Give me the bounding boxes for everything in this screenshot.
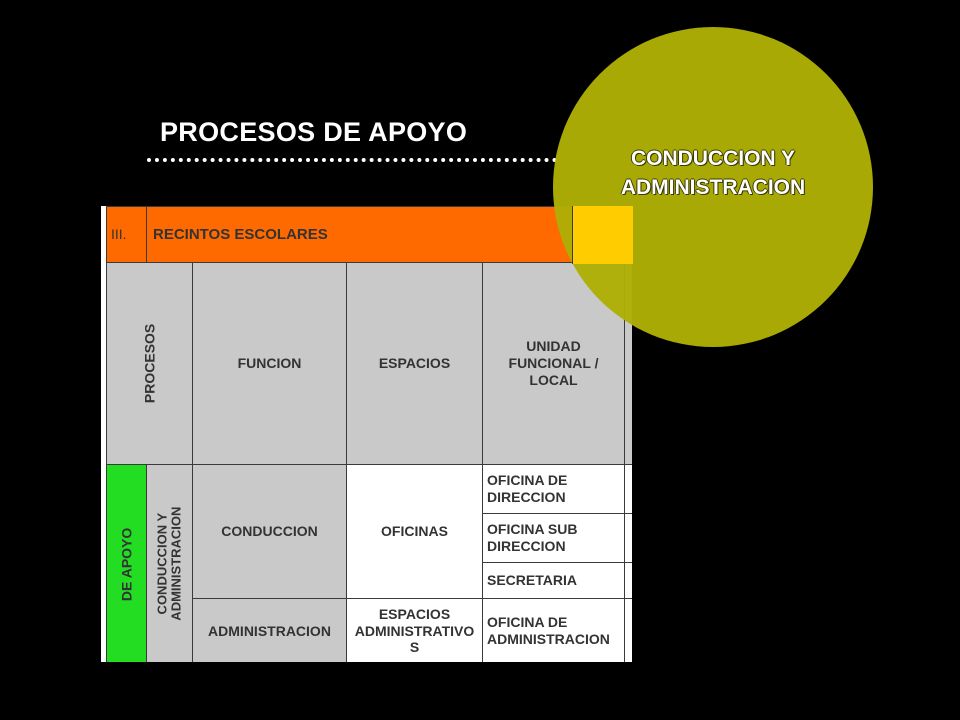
unit-secretaria: SECRETARIA (482, 562, 625, 599)
subgroup-conduccion-administracion (146, 464, 193, 662)
slide-title: PROCESOS DE APOYO (160, 117, 468, 147)
header-procesos-label: PROCESOS (141, 323, 158, 404)
unit-oficina-sub-direccion: OFICINA SUB DIRECCION (482, 513, 625, 563)
group-de-apoyo-label: DE APOYO (118, 527, 135, 601)
header-procesos (106, 262, 193, 465)
espacios-administrativos: ESPACIOS ADMINISTRATIVO S (346, 598, 483, 662)
subgroup-label: CONDUCCION Y ADMINISTRACION (154, 506, 184, 622)
extra-cell (624, 464, 632, 514)
dotted-divider (147, 158, 557, 162)
section-title: RECINTOS ESCOLARES (146, 206, 632, 263)
extra-cell (624, 598, 632, 662)
group-de-apoyo (106, 464, 147, 662)
unit-oficina-administracion: OFICINA DE ADMINISTRACION (482, 598, 625, 662)
unit-oficina-direccion: OFICINA DE DIRECCION (482, 464, 625, 514)
header-unidad: UNIDAD FUNCIONAL / LOCAL (482, 262, 625, 465)
funcion-conduccion: CONDUCCION (192, 464, 347, 599)
extra-cell (624, 513, 632, 563)
funcion-administracion: ADMINISTRACION (192, 598, 347, 662)
section-number: III. (106, 206, 147, 263)
circle-label-line1: CONDUCCION Y (630, 147, 796, 170)
circle-table-overlap (572, 206, 633, 264)
process-table (101, 206, 632, 662)
extra-cell (624, 562, 632, 599)
circle-label-line2: ADMINISTRACION (620, 175, 806, 199)
header-espacios: ESPACIOS (346, 262, 483, 465)
header-funcion: FUNCION (192, 262, 347, 465)
espacios-oficinas: OFICINAS (346, 464, 483, 599)
circle-label (553, 145, 873, 203)
